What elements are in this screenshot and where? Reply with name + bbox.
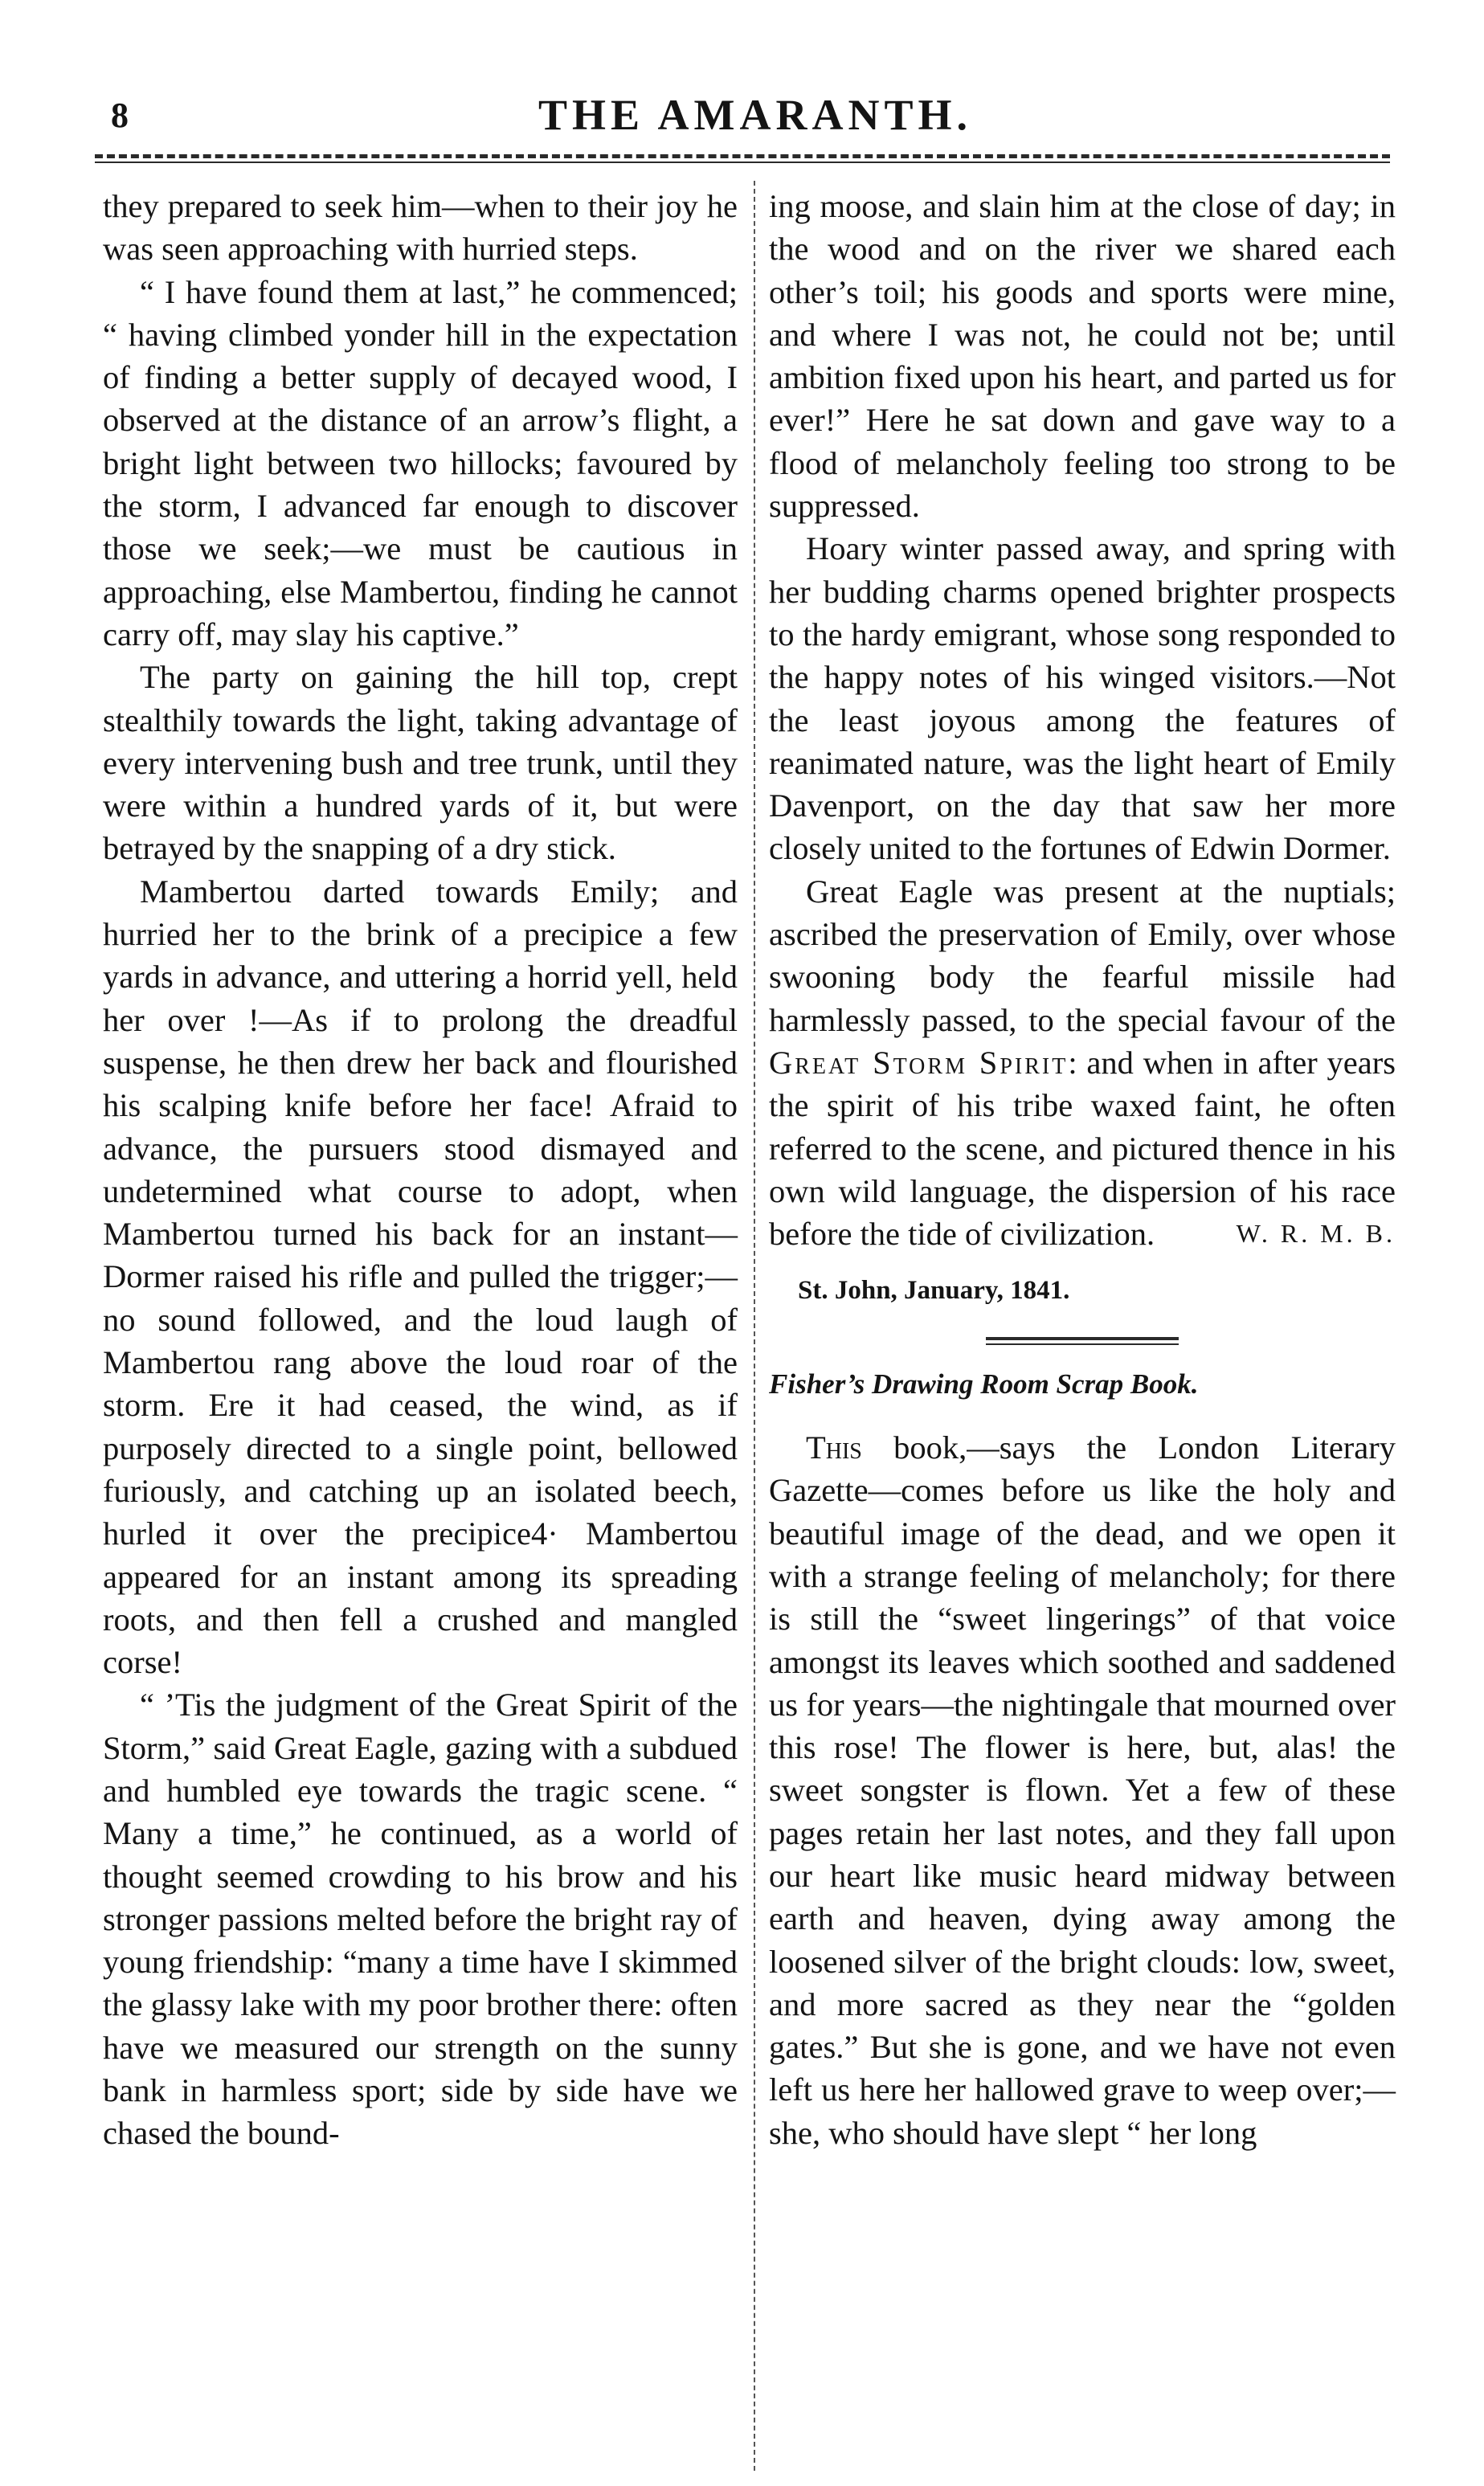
header-rule [95, 154, 1390, 158]
left-column [103, 185, 738, 2155]
right-paragraph-3 [769, 870, 1396, 1256]
running-title: THE AMARANTH. [538, 91, 973, 139]
right-column [769, 185, 1396, 2154]
left-paragraph-1: they prepared to seek him—when to their joy he was seen approaching with hurried steps. [103, 188, 738, 268]
author-signature: W. R. M. B. [1236, 1219, 1396, 1249]
page-number: 8 [111, 96, 129, 135]
left-paragraph-2: “ I have found them at last,” he commenced; “ having climbed yonder hill in the expectation of finding a better supply of decayed wood, I observed at the distance of an arrow’s flight, a bright light between two hillocks; favoured by the storm, I advanced far enough to discover those we seek;—we must be cautious in approaching, else Mambertou, finding he cannot carry off, may slay his captive.” [103, 273, 738, 652]
left-paragraph-4: Mambertou darted towards Emily; and hurried her to the brink of a precipice a few yards in advance, and uttering a horrid yell, held her over !—As if to prolong the dreadful suspense, he then drew her back and flourished his scalping knife before her face! Afraid to advance, the pursuers stood dismayed and undetermined what course to adopt, when Mambertou turned his back for an instant—Dormer raised his rifle and pulled the trigger;—no sound followed, and the loud laugh of Mambertou rang above the loud roar of the storm. Ere it had ceased, the wind, as if purposely directed to a single point, bellowed furiously, and catching up an isolated beech, hurled it over the precipice4· Mambertou appeared for an instant among its spreading roots, and then fell a crushed and mangled corse! [103, 873, 738, 1681]
right-paragraph-1: ing moose, and slain him at the close of day; in the wood and on the river we shared each other’s toil; his goods and sports were mine, and where I was not, he could not be; until ambition fixed upon his heart, and parted us for ever!” Here he sat down and gave way to a flood of melancholy feeling too strong to be suppressed. [769, 188, 1396, 525]
left-paragraph-5: “ ’Tis the judgment of the Great Spirit of the Storm,” said Great Eagle, gazing with a subdued and humbled eye towards the tragic scene. “ Many a time,” he continued, as a world of thought seemed crowding to his brow and his stronger passions melted before the bright ray of young friendship: “many a time have I skimmed the glassy lake with my poor brother there: often have we measured our strength on the sunny bank in harmless sport; side by side have we chased the bound- [103, 1687, 738, 2152]
right-paragraph-2: Hoary winter passed away, and spring with her budding charms opened brighter prospects to the hardy emigrant, whose song responded to the happy notes of his winged visitors.—Not the least joyous among the features of reanimated nature, was the light heart of Emily Davenport, on the day that saw her more closely united to the fortunes of Edwin Dormer. [769, 530, 1396, 867]
review-text: book,—says the London Literary Gazette—comes before us like the holy and beautiful image of the dead, and we open it with a strange feeling of melancholy; for there is still the “sweet lingerings” of that voice amongst its leaves which soothed and saddened us for years—the nightingale that mourned over this rose! The flower is here, but, alas! the sweet songster is flown. Yet a few of these pages retain her last notes, and they fall upon our heart like music heard midway between earth and heaven, dying away among the loosened silver of the bright clouds: low, sweet, and more sacred as they near the “golden gates.” But she is gone, and we have not even left us here her hallowed grave to weep over;—she, who should have slept “ her long [769, 1429, 1396, 2151]
column-divider [754, 181, 755, 2471]
section-divider [986, 1337, 1179, 1340]
header-rule-thin [95, 162, 1390, 163]
great-storm-spirit: Great Storm Spirit [769, 1044, 1069, 1081]
section-divider-thin [986, 1343, 1179, 1345]
left-paragraph-3: The party on gaining the hill top, crept stealthily towards the light, taking advantage of every intervening bush and tree trunk, until they were within a hundred yards of it, but were betrayed by the snapping of a dry stick. [103, 659, 738, 867]
dateline: St. John, January, 1841. [798, 1276, 1070, 1306]
lead-word: This [806, 1429, 862, 1466]
paragraph-3-text-start: Great Eagle was present at the nuptials; ascribed the preservation of Emily, over whose swooning body the fearful missile had harmlessly passed, to the special favour of the [769, 873, 1396, 1038]
paragraph-3-text-end: : and when in after years the spirit of his tribe waxed faint, he often referred to the scene, and pictured thence in his own wild language, the dispersion of his race before the tide of civilization. [769, 1044, 1396, 1253]
review-paragraph [769, 1426, 1396, 2154]
section-heading: Fisher’s Drawing Room Scrap Book. [769, 1368, 1199, 1400]
